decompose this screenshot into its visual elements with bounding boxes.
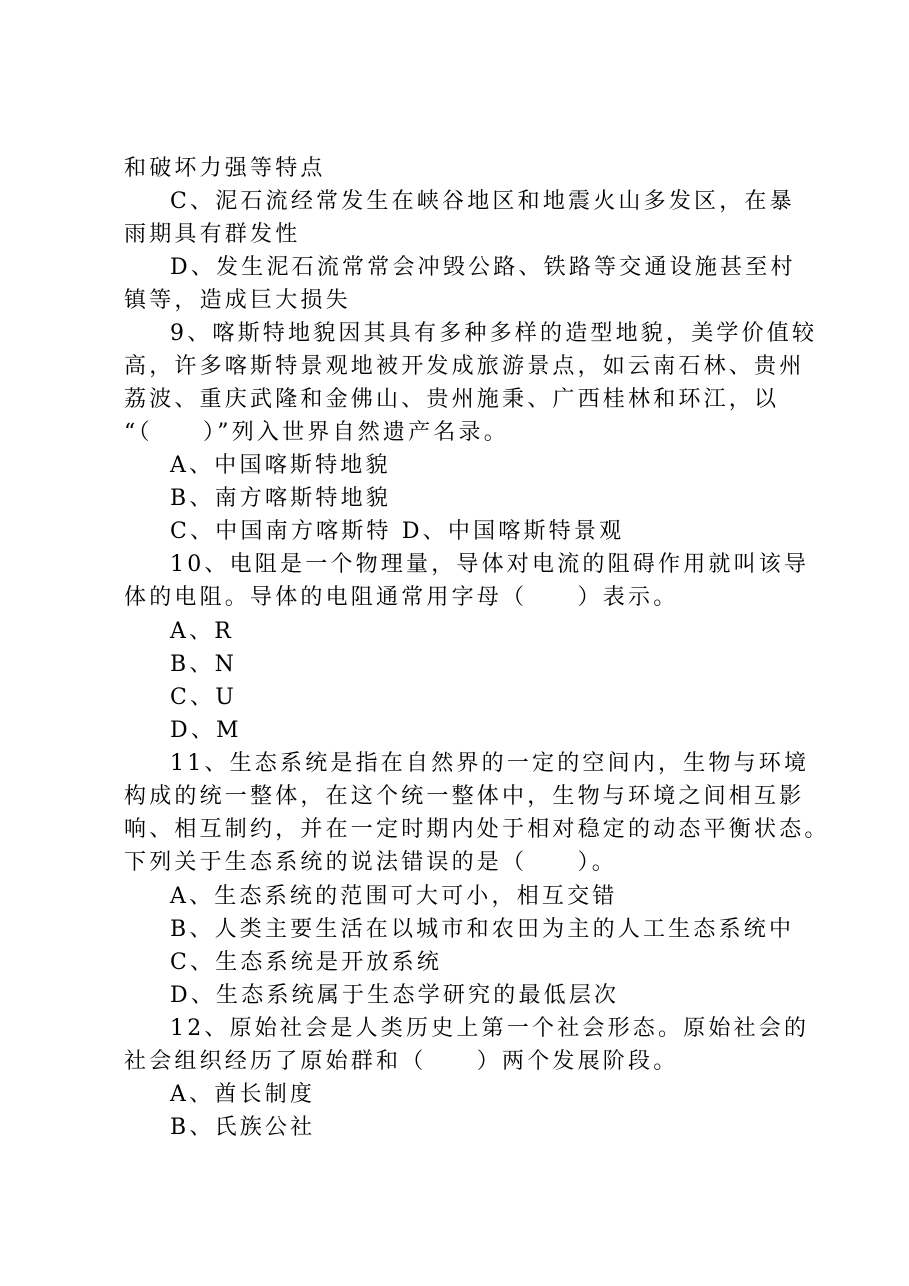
text-line: “（ ）”列入世界自然遗产名录。 (124, 420, 509, 445)
text-line: 构成的统一整体，在这个统一整体中，生物与环境之间相互影 (124, 784, 805, 809)
option-cd-line: C、中国南方喀斯特 D、中国喀斯特景观 (170, 519, 625, 544)
option-c-line: C、生态系统是开放系统 (170, 950, 443, 975)
text-line: 雨期具有群发性 (124, 222, 301, 247)
option-c-line: C、U (170, 685, 237, 710)
text-line: 荔波、重庆武隆和金佛山、贵州施秉、广西桂林和环江，以 (124, 387, 780, 412)
text-line: 镇等，造成巨大损失 (124, 288, 351, 313)
option-a-line: A、R (170, 619, 235, 644)
option-b-line: B、N (170, 652, 238, 677)
option-b-line: B、人类主要生活在以城市和农田为主的人工生态系统中 (170, 917, 795, 942)
text-line: 和破坏力强等特点 (124, 156, 326, 181)
text-line: 高，许多喀斯特景观地被开发成旅游景点，如云南石林、贵州 (124, 354, 805, 379)
text-line: 响、相互制约，并在一定时期内处于相对稳定的动态平衡状态。 (124, 817, 830, 842)
question-10-line: 10、电阻是一个物理量，导体对电流的阻碍作用就叫该导 (170, 552, 810, 577)
option-d-line: D、发生泥石流常常会冲毁公路、铁路等交通设施甚至村 (170, 255, 796, 280)
option-b-line: B、氏族公社 (170, 1115, 316, 1140)
text-line: 社会组织经历了原始群和（ ）两个发展阶段。 (124, 1049, 679, 1074)
option-a-line: A、中国喀斯特地貌 (170, 453, 391, 478)
text-line: 体的电阻。导体的电阻通常用字母（ ）表示。 (124, 585, 679, 610)
question-9-line: 9、喀斯特地貌因其具有多种多样的造型地貌，美学价值较 (170, 321, 818, 346)
option-d-line: D、生态系统属于生态学研究的最低层次 (170, 983, 620, 1008)
option-a-line: A、生态系统的范围可大可小，相互交错 (170, 884, 618, 909)
option-a-line: A、酋长制度 (170, 1082, 316, 1107)
option-d-line: D、M (170, 718, 242, 743)
question-12-line: 12、原始社会是人类历史上第一个社会形态。原始社会的 (170, 1016, 810, 1041)
question-11-line: 11、生态系统是指在自然界的一定的空间内，生物与环境 (170, 751, 810, 776)
text-line: 下列关于生态系统的说法错误的是（ ）。 (124, 850, 618, 875)
option-b-line: B、南方喀斯特地貌 (170, 486, 391, 511)
option-c-line: C、泥石流经常发生在峡谷地区和地震火山多发区，在暴 (170, 189, 795, 214)
